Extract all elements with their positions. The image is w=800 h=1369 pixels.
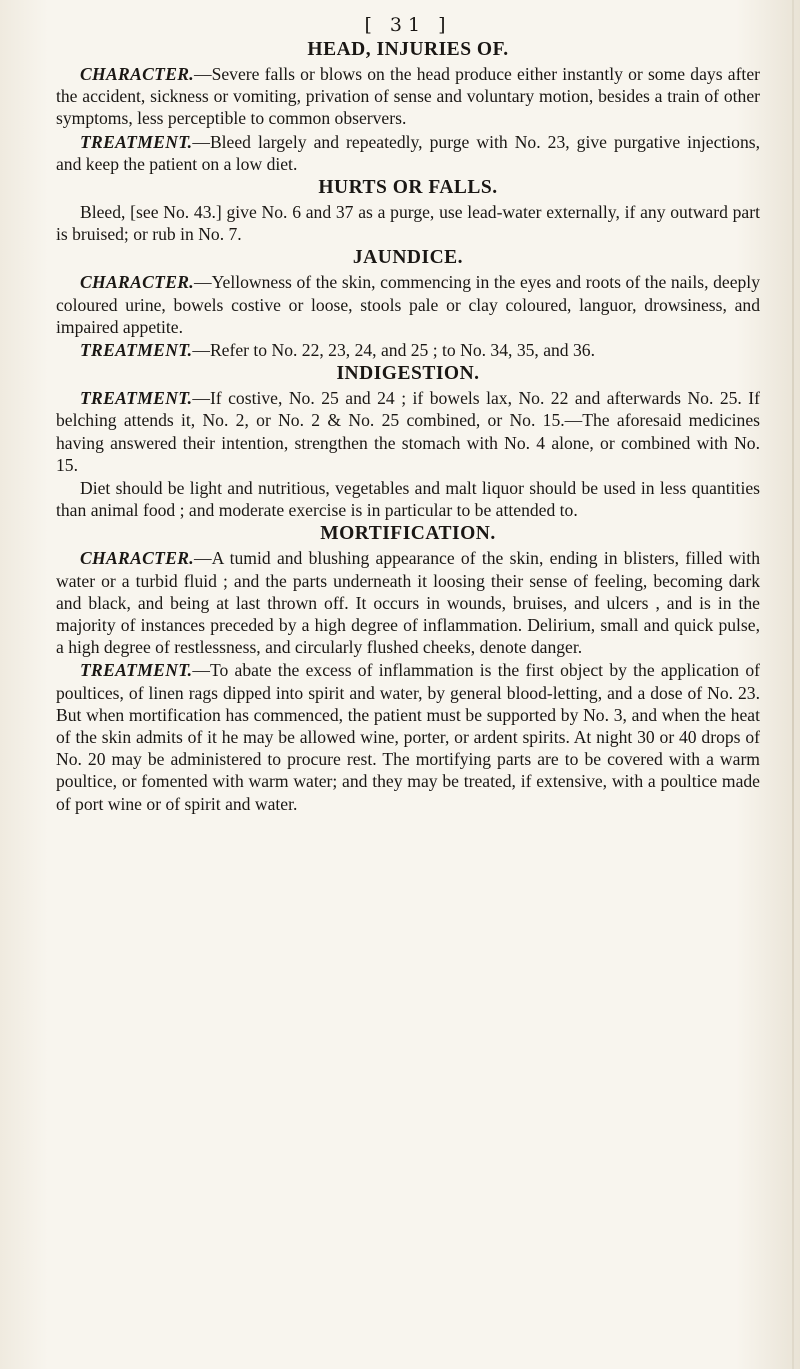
paragraph-indigestion-diet: Diet should be light and nutritious, vegetables and malt liquor should be used in less quantities than animal food ; and moderate exercise is in particular to be attended to. — [56, 478, 760, 521]
label-treatment: TREATMENT. — [80, 660, 193, 681]
text-mortification-character: —A tumid and blushing appearance of the skin, ending in blisters, filled with water or a turbid fluid ; and the parts underneath it loosing their sense of feeling, becoming dark and black, and being at last thrown off. It occurs in wounds, bruises, and ulcers , and is in the majority of instances preceded by a high degree of inflammation. Delirium, small and quick pulse, a high degree of restlessness, and circularly flushed cheeks, denote danger. — [56, 548, 760, 658]
paragraph-jaundice-character — [56, 271, 760, 338]
paragraph-head-character — [56, 63, 760, 130]
label-character: CHARACTER. — [80, 64, 194, 84]
heading-jaundice: JAUNDICE. — [352, 247, 464, 269]
text-mortification-treatment: —To abate the excess of inflammation is the first object by the application of poultices, of linen rags dipped into spirit and water, by general blood-letting, and a dose of No. 23. But when mortification has commenced, the patient must be supported by No. 3, and when the heat of the skin admits of it he may be allowed wine, porter, or ardent spirits. At night 30 or 40 drops of No. 20 may be administered to procure rest. The mortifying parts are to be covered with a warm poultice, or fomented with warm water; and they may be treated, if extensive, with a poultice made of port wine or of spirit and water. — [56, 660, 760, 814]
text-jaundice-treatment: —Refer to No. 22, 23, 24, and 25 ; to No. 34, 35, and 36. — [192, 340, 595, 361]
text-head-treatment: —Bleed largely and repeatedly, purge with No. 23, give purgative injections, and keep the patient on a low diet. — [56, 131, 760, 174]
heading-hurts-or-falls: HURTS OR FALLS. — [318, 177, 498, 199]
paragraph-head-treatment — [56, 131, 760, 175]
paragraph-jaundice-treatment — [56, 339, 760, 361]
label-treatment: TREATMENT. — [80, 388, 193, 409]
heading-mortification: MORTIFICATION. — [320, 523, 496, 545]
label-treatment: TREATMENT. — [80, 340, 193, 361]
heading-indigestion: INDIGESTION. — [336, 363, 480, 385]
label-character: CHARACTER. — [80, 548, 194, 569]
heading-head-injuries: HEAD, INJURIES OF. — [307, 39, 509, 60]
label-character: CHARACTER. — [80, 272, 194, 293]
paragraph-mortification-character — [56, 547, 760, 658]
paragraph-mortification-treatment — [56, 659, 760, 814]
text-head-character: —Severe falls or blows on the head produce either instantly or some days after the accident, sickness or vomiting, privation of sense and voluntary motion, besides a train of other symptoms, less perceptible to common observers. — [56, 64, 760, 129]
paragraph-hurts: Bleed, [see No. 43.] give No. 6 and 37 as a purge, use lead-water externally, if any outward part is bruised; or rub in No. 7. — [56, 202, 760, 245]
page-number: [ 31 ] — [364, 14, 452, 36]
paragraph-indigestion-treatment — [56, 387, 760, 476]
text-jaundice-character: —Yellowness of the skin, commencing in the eyes and roots of the nails, deeply coloured urine, bowels costive or loose, stools pale or clay coloured, languor, drowsiness, and impaired appetite. — [56, 272, 760, 337]
label-treatment: TREATMENT. — [80, 131, 193, 152]
page-edge-shadow — [792, 0, 794, 1369]
text-indigestion-treatment: —If costive, No. 25 and 24 ; if bowels lax, No. 22 and afterwards No. 25. If belching attends it, No. 2, or No. 2 & No. 25 combined, or No. 15.—The aforesaid medicines having answered their intention, strengthen the stomach with No. 4 alone, or combined with No. 15. — [56, 388, 760, 475]
